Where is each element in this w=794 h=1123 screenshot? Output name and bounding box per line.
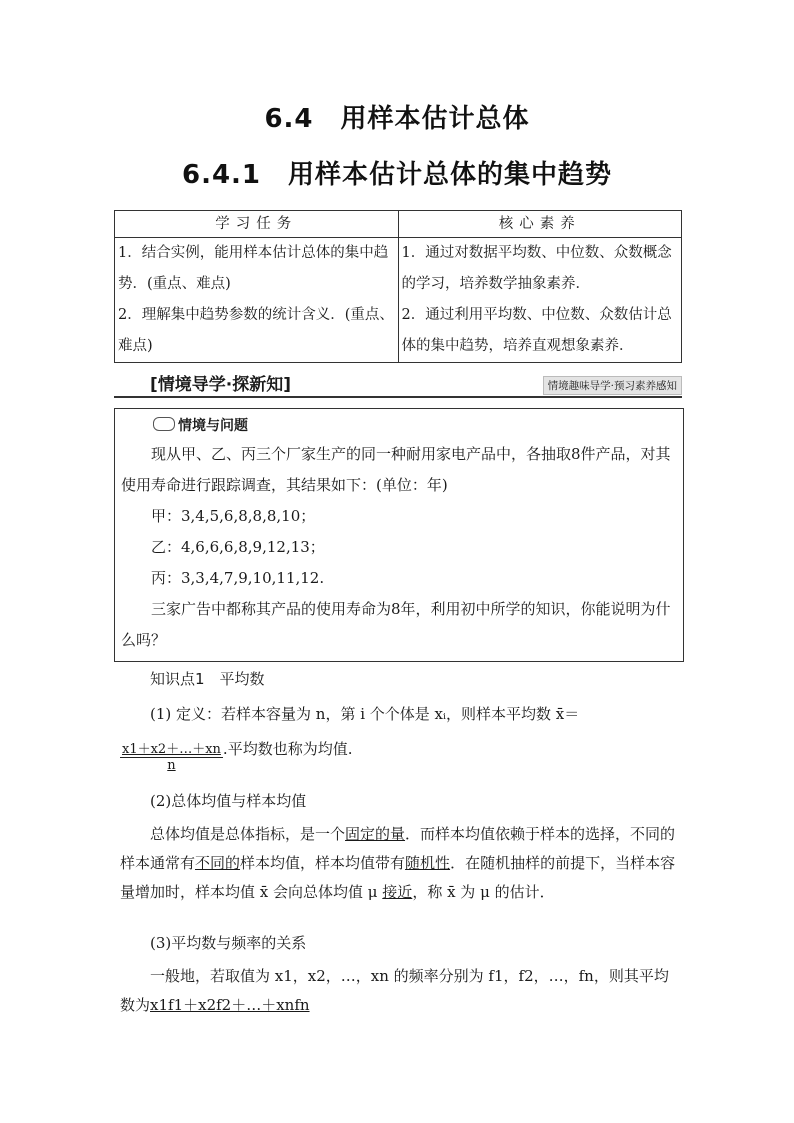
table-header-tasks: 学习任务 (115, 211, 399, 238)
objectives-table (114, 210, 682, 363)
section-title: 6.4 用样本估计总体 (264, 104, 530, 134)
situation-title (153, 415, 248, 435)
mean-formula (120, 738, 352, 773)
text-run: ．而样本均值依赖于样本的选择，不同的样本通常有 (120, 825, 676, 872)
subsection-title: 6.4.1 用样本估计总体的集中趋势 (181, 160, 613, 190)
section-heading: [情境导学·探新知] (150, 375, 291, 395)
underlined-term: 随机性 (405, 854, 451, 872)
data-yi: 乙：4,6,6,6,8,9,12,13； (151, 538, 325, 556)
section-rule (114, 396, 682, 398)
definition-text: (1) 定义：若样本容量为 n，第 i 个个体是 xᵢ，则样本平均数 x̄＝ (150, 705, 580, 723)
situation-title-text: 情境与问题 (178, 418, 248, 434)
table-cell-tasks (115, 238, 399, 363)
table-header-literacy: 核心素养 (398, 211, 682, 238)
data-jia: 甲：3,4,5,6,8,8,8,10； (151, 507, 316, 525)
subheading-3: (3)平均数与频率的关系 (150, 934, 307, 952)
formula-suffix: .平均数也称为均值. (222, 740, 353, 758)
table-cell-literacy (398, 238, 682, 363)
text-run: 总体均值是总体指标，是一个 (150, 825, 346, 843)
data-bing: 丙：3,3,4,7,9,10,11,12. (151, 569, 325, 587)
formula-numerator: x1＋x2＋…＋xn (120, 738, 223, 758)
leaf-icon (153, 417, 175, 431)
literacy-item: 2．通过利用平均数、中位数、众数估计总体的集中趋势，培养直观想象素养． (401, 307, 672, 354)
text-run: 一般地，若取值为 x1，x2，…，xn 的频率分别为 f1，f2，…，fn，则其平均数为 (120, 967, 669, 1014)
situation-question: 三家广告中都称其产品的使用寿命为8年，利用初中所学的知识，你能说明为什么吗？ (121, 600, 671, 649)
subheading-2: (2)总体均值与样本均值 (150, 792, 307, 810)
section-tag: 情境趣味导学·预习素养感知 (543, 376, 682, 395)
knowledge-point-1: 知识点1 平均数 (150, 670, 265, 688)
literacy-item: 1．通过对数据平均数、中位数、众数概念的学习，培养数学抽象素养． (401, 245, 672, 292)
situation-box (114, 408, 684, 662)
situation-intro: 现从甲、乙、丙三个厂家生产的同一种耐用家电产品中，各抽取8件产品，对其使用寿命进行跟踪调查，其结果如下：(单位：年) (121, 445, 671, 494)
formula-denominator: n (167, 758, 176, 773)
paragraph-2 (120, 820, 682, 907)
text-run: ．在随机抽样的前提下，当样本容量增加时，样本均值 x̄ 会向总体均值 μ (120, 854, 676, 901)
underlined-term: 不同的 (195, 854, 241, 872)
text-run: 样本均值，样本均值带有 (240, 854, 406, 872)
task-item: 1．结合实例，能用样本估计总体的集中趋势．(重点、难点) (118, 245, 389, 292)
text-run: ，称 x̄ 为 μ 的估计． (412, 883, 555, 901)
underlined-term: 固定的量 (345, 825, 406, 843)
task-item: 2．理解集中趋势参数的统计含义．(重点、难点) (118, 307, 394, 354)
paragraph-3 (120, 962, 682, 1020)
underlined-term: x1f1＋x2f2＋…＋xnfn (150, 996, 310, 1014)
underlined-term: 接近 (382, 883, 413, 901)
